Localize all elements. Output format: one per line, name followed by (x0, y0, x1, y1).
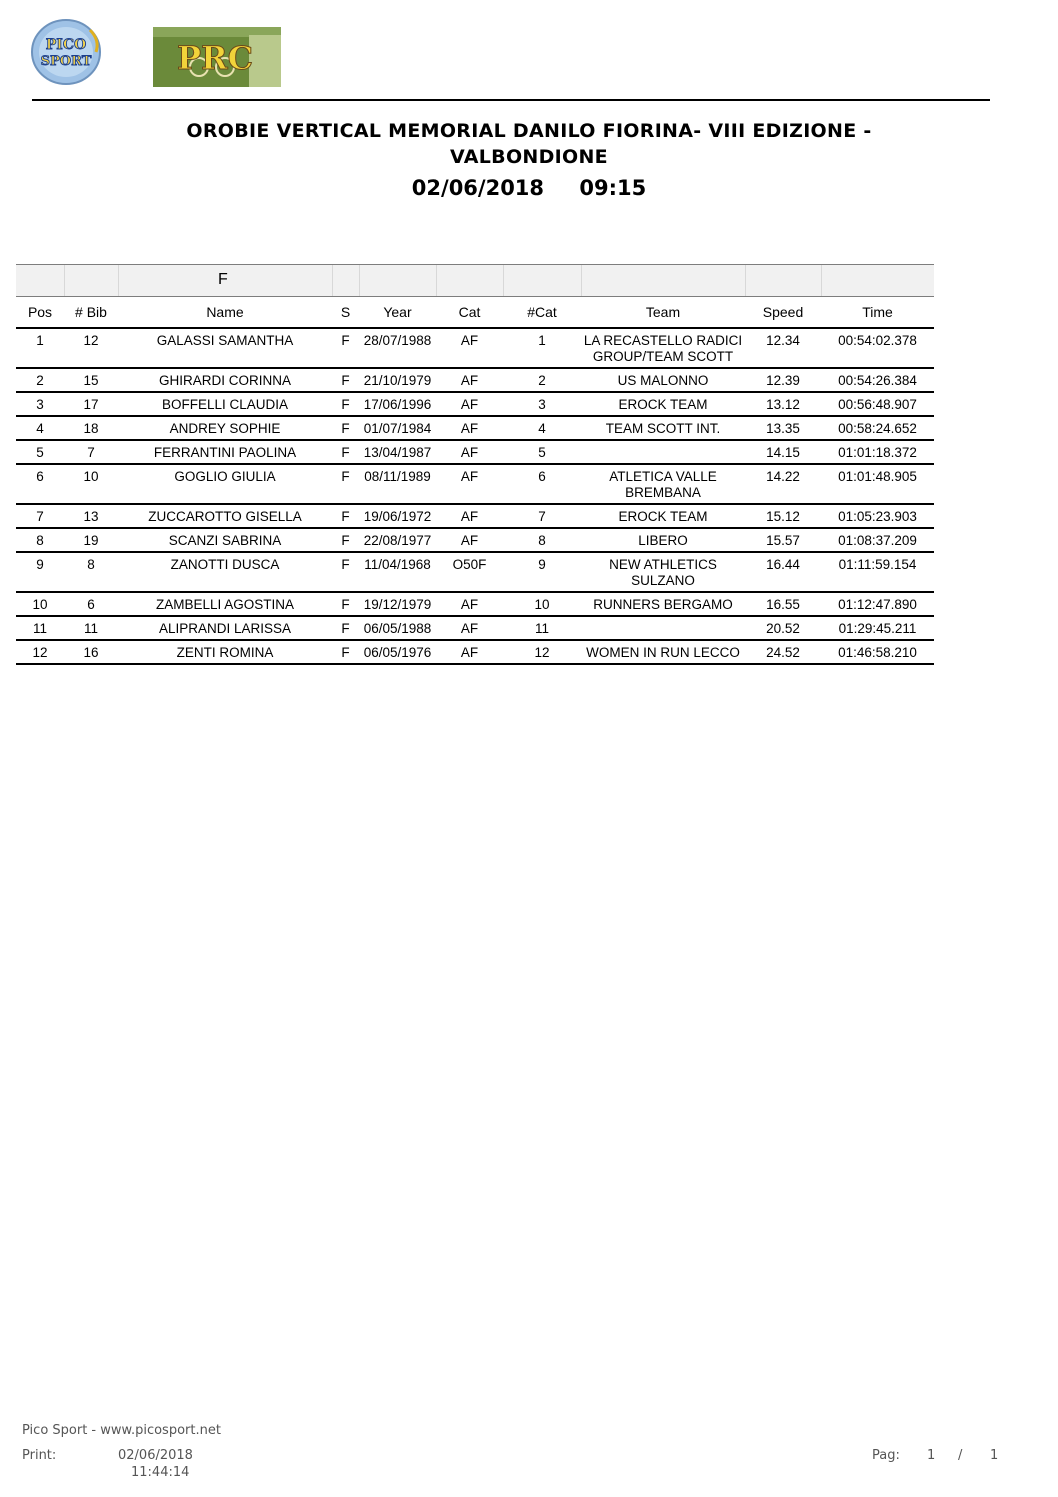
table-row (16, 368, 934, 392)
footer-site: Pico Sport - www.picosport.net (22, 1423, 221, 1438)
cell-team: LIBERO (581, 528, 745, 552)
table-row (16, 504, 934, 528)
cell-pos: 2 (16, 368, 64, 392)
footer-page-sep: / (958, 1448, 963, 1463)
cell-speed: 12.34 (745, 328, 821, 368)
cell-team (581, 440, 745, 464)
event-date: 02/06/2018 (411, 176, 545, 200)
cell-bib: 17 (64, 392, 118, 416)
cell-year: 01/07/1984 (359, 416, 436, 440)
cell-time: 00:58:24.652 (821, 416, 934, 440)
cell-cat: AF (436, 440, 503, 464)
separator (64, 265, 65, 297)
cell-pos: 10 (16, 592, 64, 616)
cell-cat: AF (436, 392, 503, 416)
cell-name: GALASSI SAMANTHA (118, 328, 332, 368)
cell-team: RUNNERS BERGAMO (581, 592, 745, 616)
col-header-sex: S (332, 297, 359, 329)
cell-bib: 8 (64, 552, 118, 592)
cell-year: 21/10/1979 (359, 368, 436, 392)
cell-year: 22/08/1977 (359, 528, 436, 552)
cell-cat-rank: 6 (503, 464, 581, 504)
cell-time: 01:08:37.209 (821, 528, 934, 552)
cell-speed: 24.52 (745, 640, 821, 664)
cell-cat: AF (436, 504, 503, 528)
cell-bib: 11 (64, 616, 118, 640)
cell-team: NEW ATHLETICS SULZANO (581, 552, 745, 592)
category-header (16, 264, 934, 297)
cell-team: EROCK TEAM (581, 392, 745, 416)
cell-sex: F (332, 552, 359, 592)
cell-cat: AF (436, 368, 503, 392)
table-row (16, 464, 934, 504)
cell-bib: 16 (64, 640, 118, 664)
footer-page-current: 1 (927, 1448, 936, 1463)
cell-name: ZAMBELLI AGOSTINA (118, 592, 332, 616)
cell-time: 01:05:23.903 (821, 504, 934, 528)
table-row (16, 552, 934, 592)
cell-name: ALIPRANDI LARISSA (118, 616, 332, 640)
cell-sex: F (332, 392, 359, 416)
table-row (16, 640, 934, 664)
cell-year: 19/06/1972 (359, 504, 436, 528)
cell-year: 08/11/1989 (359, 464, 436, 504)
footer-page-label: Pag: (872, 1448, 900, 1463)
pico-logo-text-2: SPORT (40, 54, 92, 69)
col-header-time: Time (821, 297, 934, 329)
cell-team: US MALONNO (581, 368, 745, 392)
cell-time: 01:12:47.890 (821, 592, 934, 616)
cell-name: ZANOTTI DUSCA (118, 552, 332, 592)
cell-speed: 14.15 (745, 440, 821, 464)
cell-name: ZUCCAROTTO GISELLA (118, 504, 332, 528)
cell-cat-rank: 3 (503, 392, 581, 416)
cell-time: 01:01:48.905 (821, 464, 934, 504)
cell-cat-rank: 1 (503, 328, 581, 368)
cell-time: 01:46:58.210 (821, 640, 934, 664)
prc-logo-text: PRC (176, 39, 254, 77)
separator (745, 265, 746, 297)
col-header-bib: # Bib (64, 297, 118, 329)
col-header-team: Team (581, 297, 745, 329)
cell-pos: 4 (16, 416, 64, 440)
cell-sex: F (332, 368, 359, 392)
event-datetime (0, 176, 1058, 200)
cell-cat-rank: 7 (503, 504, 581, 528)
cell-year: 17/06/1996 (359, 392, 436, 416)
cell-team: WOMEN IN RUN LECCO (581, 640, 745, 664)
cell-time: 01:29:45.211 (821, 616, 934, 640)
cell-pos: 7 (16, 504, 64, 528)
cell-cat-rank: 11 (503, 616, 581, 640)
cell-sex: F (332, 416, 359, 440)
col-header-pos: Pos (16, 297, 64, 329)
pico-sport-logo (30, 18, 102, 86)
footer-print-date: 02/06/2018 (118, 1448, 193, 1463)
cell-team: ATLETICA VALLE BREMBANA (581, 464, 745, 504)
cell-name: SCANZI SABRINA (118, 528, 332, 552)
table-row (16, 416, 934, 440)
cell-cat: AF (436, 592, 503, 616)
cell-name: ZENTI ROMINA (118, 640, 332, 664)
cell-pos: 5 (16, 440, 64, 464)
cell-name: ANDREY SOPHIE (118, 416, 332, 440)
cell-team (581, 616, 745, 640)
table-row (16, 616, 934, 640)
cell-year: 06/05/1976 (359, 640, 436, 664)
cell-cat: AF (436, 328, 503, 368)
cell-bib: 6 (64, 592, 118, 616)
category-label: F (218, 271, 228, 288)
cell-time: 01:11:59.154 (821, 552, 934, 592)
cell-cat: O50F (436, 552, 503, 592)
cell-pos: 9 (16, 552, 64, 592)
footer-page-total: 1 (990, 1448, 999, 1463)
event-title (0, 118, 1058, 170)
cell-cat-rank: 12 (503, 640, 581, 664)
cell-sex: F (332, 592, 359, 616)
cell-speed: 13.35 (745, 416, 821, 440)
cell-name: GHIRARDI CORINNA (118, 368, 332, 392)
footer-print-time: 11:44:14 (131, 1465, 190, 1480)
cell-name: FERRANTINI PAOLINA (118, 440, 332, 464)
cell-sex: F (332, 640, 359, 664)
cell-speed: 16.44 (745, 552, 821, 592)
cell-pos: 12 (16, 640, 64, 664)
cell-year: 28/07/1988 (359, 328, 436, 368)
cell-bib: 13 (64, 504, 118, 528)
cell-name: GOGLIO GIULIA (118, 464, 332, 504)
cell-sex: F (332, 504, 359, 528)
separator (581, 265, 582, 297)
cell-pos: 11 (16, 616, 64, 640)
cell-pos: 3 (16, 392, 64, 416)
table-row (16, 392, 934, 416)
cell-bib: 18 (64, 416, 118, 440)
cell-cat: AF (436, 416, 503, 440)
cell-time: 00:54:02.378 (821, 328, 934, 368)
table-row (16, 440, 934, 464)
cell-cat: AF (436, 616, 503, 640)
cell-cat: AF (436, 640, 503, 664)
cell-speed: 20.52 (745, 616, 821, 640)
table-header-row (16, 297, 934, 329)
cell-bib: 7 (64, 440, 118, 464)
cell-year: 06/05/1988 (359, 616, 436, 640)
cell-cat-rank: 4 (503, 416, 581, 440)
cell-year: 13/04/1987 (359, 440, 436, 464)
cell-speed: 15.57 (745, 528, 821, 552)
cell-team: LA RECASTELLO RADICI GROUP/TEAM SCOTT (581, 328, 745, 368)
prc-logo (153, 27, 281, 87)
cell-bib: 10 (64, 464, 118, 504)
cell-pos: 6 (16, 464, 64, 504)
cell-time: 00:54:26.384 (821, 368, 934, 392)
cell-cat-rank: 10 (503, 592, 581, 616)
separator (821, 265, 822, 297)
col-header-cat-rank: #Cat (503, 297, 581, 329)
cell-speed: 14.22 (745, 464, 821, 504)
separator (118, 265, 119, 297)
cell-bib: 15 (64, 368, 118, 392)
footer-print-label: Print: (22, 1448, 57, 1463)
cell-cat-rank: 9 (503, 552, 581, 592)
cell-speed: 15.12 (745, 504, 821, 528)
pico-logo-text-1: PICO (45, 37, 87, 53)
cell-speed: 16.55 (745, 592, 821, 616)
separator (359, 265, 360, 297)
col-header-cat: Cat (436, 297, 503, 329)
cell-sex: F (332, 464, 359, 504)
cell-year: 19/12/1979 (359, 592, 436, 616)
cell-speed: 13.12 (745, 392, 821, 416)
cell-name: BOFFELLI CLAUDIA (118, 392, 332, 416)
event-title-line2: VALBONDIONE (450, 146, 608, 168)
cell-bib: 19 (64, 528, 118, 552)
event-time: 09:15 (579, 176, 647, 200)
cell-speed: 12.39 (745, 368, 821, 392)
event-title-line1: OROBIE VERTICAL MEMORIAL DANILO FIORINA- VIII EDIZIONE - (186, 120, 872, 142)
cell-cat-rank: 5 (503, 440, 581, 464)
separator (332, 265, 333, 297)
cell-sex: F (332, 616, 359, 640)
table-row (16, 592, 934, 616)
cell-time: 00:56:48.907 (821, 392, 934, 416)
cell-sex: F (332, 440, 359, 464)
results-table (16, 296, 934, 665)
cell-cat: AF (436, 528, 503, 552)
col-header-name: Name (118, 297, 332, 329)
col-header-year: Year (359, 297, 436, 329)
cell-bib: 12 (64, 328, 118, 368)
cell-sex: F (332, 528, 359, 552)
header-divider (32, 99, 990, 101)
cell-year: 11/04/1968 (359, 552, 436, 592)
cell-cat: AF (436, 464, 503, 504)
cell-cat-rank: 8 (503, 528, 581, 552)
cell-pos: 8 (16, 528, 64, 552)
cell-time: 01:01:18.372 (821, 440, 934, 464)
table-row (16, 528, 934, 552)
cell-team: EROCK TEAM (581, 504, 745, 528)
cell-sex: F (332, 328, 359, 368)
separator (436, 265, 437, 297)
col-header-speed: Speed (745, 297, 821, 329)
table-row (16, 328, 934, 368)
separator (503, 265, 504, 297)
cell-pos: 1 (16, 328, 64, 368)
cell-cat-rank: 2 (503, 368, 581, 392)
cell-team: TEAM SCOTT INT. (581, 416, 745, 440)
